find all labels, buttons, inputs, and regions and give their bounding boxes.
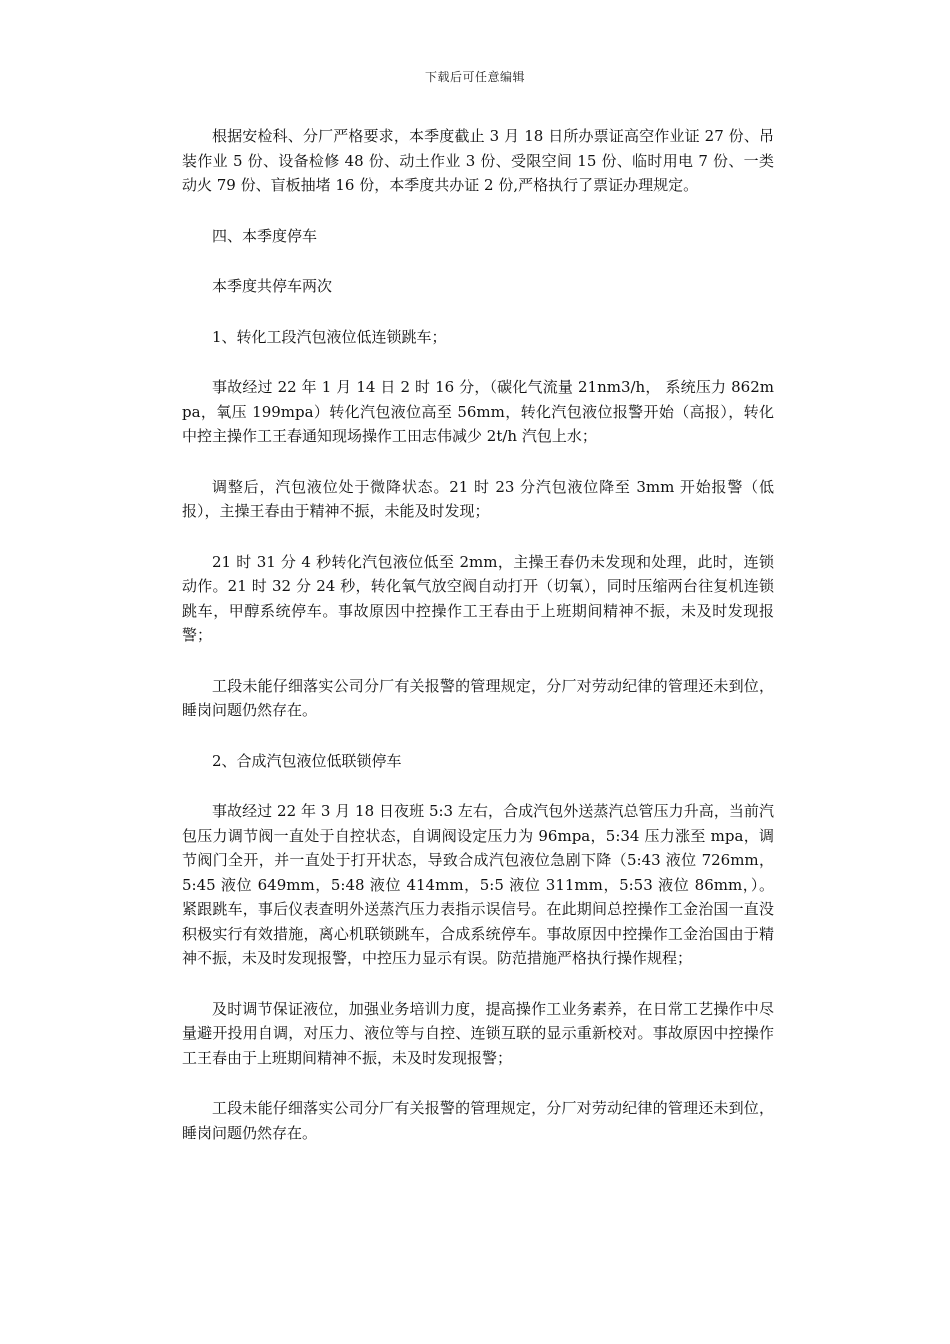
- paragraph-permits-summary: 根据安检科、分厂严格要求，本季度截止 3 月 18 日所办票证高空作业证 27 份、吊装作业 5 份、设备检修 48 份、动土作业 3 份、受限空间 15 份、临时用电 7 份、一类动火 79 份、盲板抽堵 16 份，本季度共办证 2 份,严格执行了票证办理规定。: [182, 127, 774, 194]
- paragraph-incident-1-management: 工段未能仔细落实公司分厂有关报警的管理规定，分厂对劳动纪律的管理还未到位，睡岗问题仍然存在。: [182, 676, 774, 719]
- paragraph-incident-2-management: 工段未能仔细落实公司分厂有关报警的管理规定，分厂对劳动纪律的管理还未到位，睡岗问题仍然存在。: [182, 1099, 774, 1142]
- subheading-incident-1: 1、转化工段汽包液位低连锁跳车；: [212, 327, 447, 346]
- paragraph-shutdown-count: 本季度共停车两次: [212, 277, 333, 295]
- document-body: [182, 124, 774, 1171]
- section-heading-shutdowns: 四、本季度停车: [212, 226, 318, 245]
- page-header-note: 下载后可任意编辑: [424, 70, 525, 84]
- paragraph-incident-1-course: 事故经过 22 年 1 月 14 日 2 时 16 分，（碳化气流量 21nm3/h， 系统压力 862mpa，氧压 199mpa）转化汽包液位高至 56mm，转化汽包液位报警开始（高报），转化中控主操作工王春通知现场操作工田志伟减少 2t/h 汽包上水；: [182, 378, 774, 445]
- subheading-incident-2: 2、合成汽包液位低联锁停车: [212, 751, 402, 770]
- paragraph-incident-2-measures: 及时调节保证液位，加强业务培训力度，提高操作工业务素养，在日常工艺操作中尽量避开投用自调，对压力、液位等与自控、连锁互联的显示重新校对。事故原因中控操作工王春由于上班期间精神不振，未及时发现报警；: [182, 999, 774, 1067]
- paragraph-incident-1-adjustment: 调整后，汽包液位处于微降状态。21 时 23 分汽包液位降至 3mm 开始报警（低报），主操王春由于精神不振，未能及时发现；: [182, 477, 774, 520]
- paragraph-incident-2-course: 事故经过 22 年 3 月 18 日夜班 5:3 左右，合成汽包外送蒸汽总管压力升高，当前汽包压力调节阀一直处于自控状态，自调阀设定压力为 96mpa，5:34 压力涨至 mpa，调节阀门全开，并一直处于打开状态，导致合成汽包液位急剧下降（5:43 液位 726mm，5:45 液位 649mm，5:48 液位 414mm，5:5 液位 311mm，5:53 液位 86mm，）。紧跟跳车，事后仪表查明外送蒸汽压力表指示误信号。在此期间总控操作工金治国一直没积极实行有效措施，离心机联锁跳车，合成系统停车。事故原因中控操作工金治国由于精神不振，未及时发现报警，中控压力显示有误。防范措施严格执行操作规程；: [182, 802, 774, 967]
- paragraph-incident-1-trip: 21 时 31 分 4 秒转化汽包液位低至 2mm，主操王春仍未发现和处理，此时，连锁动作。21 时 32 分 24 秒，转化氧气放空阀自动打开（切氧），同时压缩两台往复机连锁跳车，甲醇系统停车。事故原因中控操作工王春由于上班期间精神不振，未及时发现报警；: [182, 552, 774, 644]
